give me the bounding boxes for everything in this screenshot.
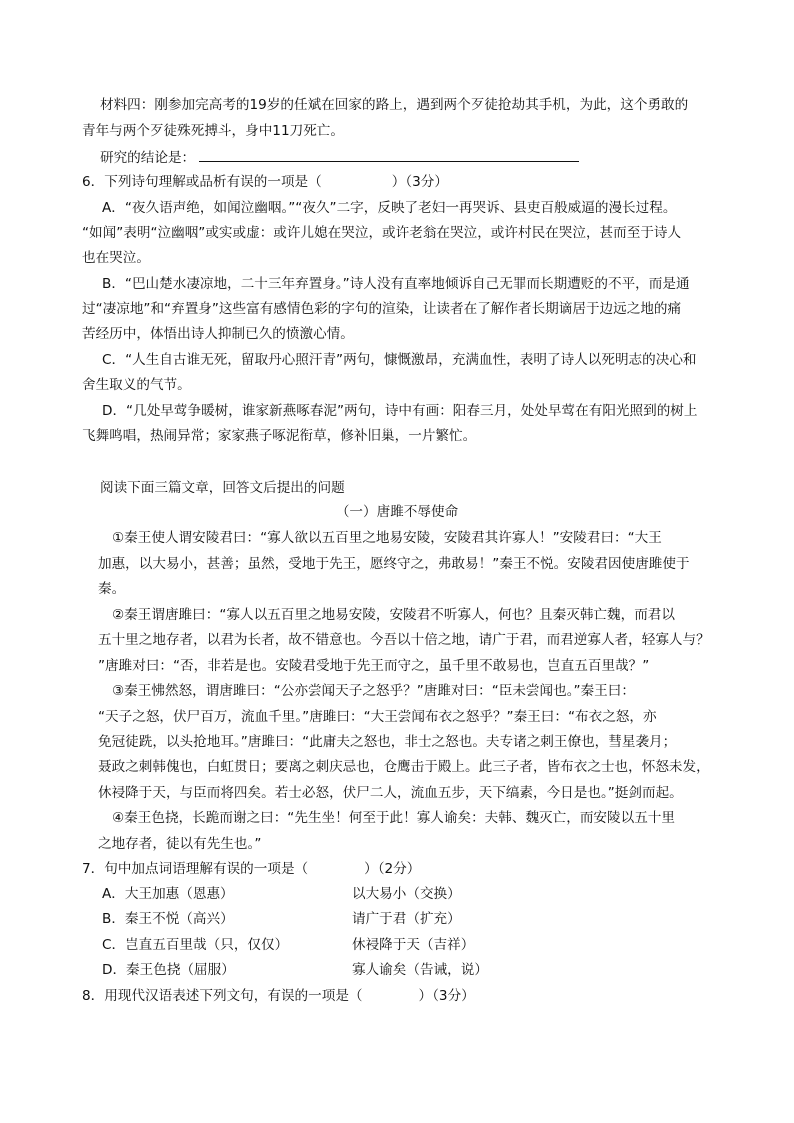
q7-option-d-right: 寡人谕矣（告诫，说） <box>352 962 488 978</box>
q6-option-c-line-1: C．“人生自古谁无死，留取丹心照汗青”两句，慷慨激昂，充满血性，表明了诗人以死明志的决心和 <box>102 352 697 368</box>
passage-p3-line-1: ③秦王怫然怒，谓唐雎曰：“公亦尝闻天子之怒乎？”唐雎对曰：“臣未尝闻也。”秦王曰： <box>112 683 635 699</box>
q7-option-c-left: C．岂直五百里哉（只，仅仅） <box>102 937 289 953</box>
passage-p4-line-1: ④秦王色挠，长跪而谢之曰：“先生坐！何至于此！寡人谕矣：夫韩、魏灭亡，而安陵以五十里 <box>112 810 675 826</box>
passage-p3-line-3: 免冠徒跣，以头抢地耳。”唐雎曰：“此庸夫之怒也，非士之怒也。夫专诸之刺王僚也，彗星袭月； <box>98 734 677 750</box>
q7-option-a-left: A．大王加惠（恩惠） <box>102 886 234 902</box>
q6-option-c-line-2: 舍生取义的气节。 <box>82 377 191 393</box>
passage-p3-line-4: 聂政之刺韩傀也，白虹贯日；要离之刺庆忌也，仓鹰击于殿上。此三子者，皆布衣之士也，怀怒未发， <box>98 759 710 775</box>
q6-option-b-line-3: 苦经历中，体悟出诗人抑制已久的愤激心情。 <box>82 326 354 342</box>
q6-option-a-line-2: “如闻”表明“泣幽咽”或实或虚：或许儿媳在哭泣，或许老翁在哭泣，或许村民在哭泣，甚而至于诗人 <box>82 225 682 241</box>
q7-option-b-right: 请广于君（扩充） <box>352 911 461 927</box>
material4-line-2: 青年与两个歹徒殊死搏斗，身中11刀死亡。 <box>82 123 344 139</box>
q6-stem-prefix: 6．下列诗句理解或品析有误的一项是（ <box>82 174 322 190</box>
conclusion-answer-blank[interactable] <box>199 148 579 162</box>
q7-option-c-right: 休祲降于天（吉祥） <box>352 937 475 953</box>
q8-stem-suffix: ）（3分） <box>418 988 475 1004</box>
q6-option-a-line-3: 也在哭泣。 <box>82 250 150 266</box>
passage-p3-line-5: 休祲降于天，与臣而将四矣。若士必怒，伏尸二人，流血五步，天下缟素，今日是也。”挺剑而起。 <box>98 785 683 801</box>
passage-p2-line-1: ②秦王谓唐雎曰：“寡人以五百里之地易安陵，安陵君不听寡人，何也？且秦灭韩亡魏，而君以 <box>112 607 675 623</box>
q7-stem-suffix: ）（2分） <box>364 861 421 877</box>
q6-option-b-line-1: B．“巴山楚水凄凉地，二十三年弃置身。”诗人没有直率地倾诉自己无罪而长期遭贬的不平，而是通 <box>102 276 690 292</box>
q6-stem <box>82 173 448 193</box>
reading-intro: 阅读下面三篇文章，回答文后提出的问题 <box>100 480 345 496</box>
passage-p4-line-2: 之地存者，徒以有先生也。” <box>98 836 262 852</box>
q7-stem-prefix: 7．句中加点词语理解有误的一项是（ <box>82 861 309 877</box>
passage-p2-line-2: 五十里之地存者，以君为长者，故不错意也。今吾以十倍之地，请广于君，而君逆寡人者，轻寡人与？ <box>98 632 710 648</box>
passage-p3-line-2: “天子之怒，伏尸百万，流血千里。”唐雎曰：“大王尝闻布衣之怒乎？”秦王曰：“布衣之怒，亦 <box>98 709 657 725</box>
passage-p2-line-3: ”唐雎对曰：“否，非若是也。安陵君受地于先王而守之，虽千里不敢易也，岂直五百里哉？” <box>98 658 650 674</box>
conclusion-label: 研究的结论是： <box>100 150 196 166</box>
q7-option-d-left: D．秦王色挠（屈服） <box>102 962 235 978</box>
q7-option-b-left: B．秦王不悦（高兴） <box>102 911 234 927</box>
passage-p1-line-1: ①秦王使人谓安陵君曰：“寡人欲以五百里之地易安陵，安陵君其许寡人！”安陵君曰：“大王 <box>112 530 662 546</box>
material4-line-1: 材料四：刚参加完高考的19岁的任斌在回家的路上，遇到两个歹徒抢劫其手机，为此，这个勇敢的 <box>100 97 689 113</box>
q8-stem <box>82 987 475 1007</box>
passage-p1-line-2: 加惠，以大易小，甚善；虽然，受地于先王，愿终守之，弗敢易！”秦王不悦。安陵君因使唐雎使于 <box>98 556 690 572</box>
q7-option-a-right: 以大易小（交换） <box>352 886 461 902</box>
q8-stem-prefix: 8．用现代汉语表述下列文句，有误的一项是（ <box>82 988 363 1004</box>
passage-title: （一）唐雎不辱使命 <box>335 504 459 520</box>
q6-stem-suffix: ）（3分） <box>391 174 448 190</box>
q6-option-b-line-2: 过“凄凉地”和“弃置身”这些富有感情色彩的字句的渲染，让读者在了解作者长期谪居于边远之地的痛 <box>82 301 682 317</box>
q6-option-a-line-1: A．“夜久语声绝，如闻泣幽咽。”“夜久”二字，反映了老妇一再哭诉、县吏百般威逼的漫长过程。 <box>102 200 677 216</box>
q7-stem <box>82 860 420 880</box>
q6-option-d-line-1: D．“几处早莺争暖树，谁家新燕啄春泥”两句，诗中有画：阳春三月，处处早莺在有阳光照到的树上 <box>102 403 698 419</box>
passage-p1-line-3: 秦。 <box>98 581 126 597</box>
q6-option-d-line-2: 飞舞鸣唱，热闹异常；家家燕子啄泥衔草，修补旧巢，一片繁忙。 <box>82 428 477 444</box>
conclusion-line <box>100 148 579 168</box>
